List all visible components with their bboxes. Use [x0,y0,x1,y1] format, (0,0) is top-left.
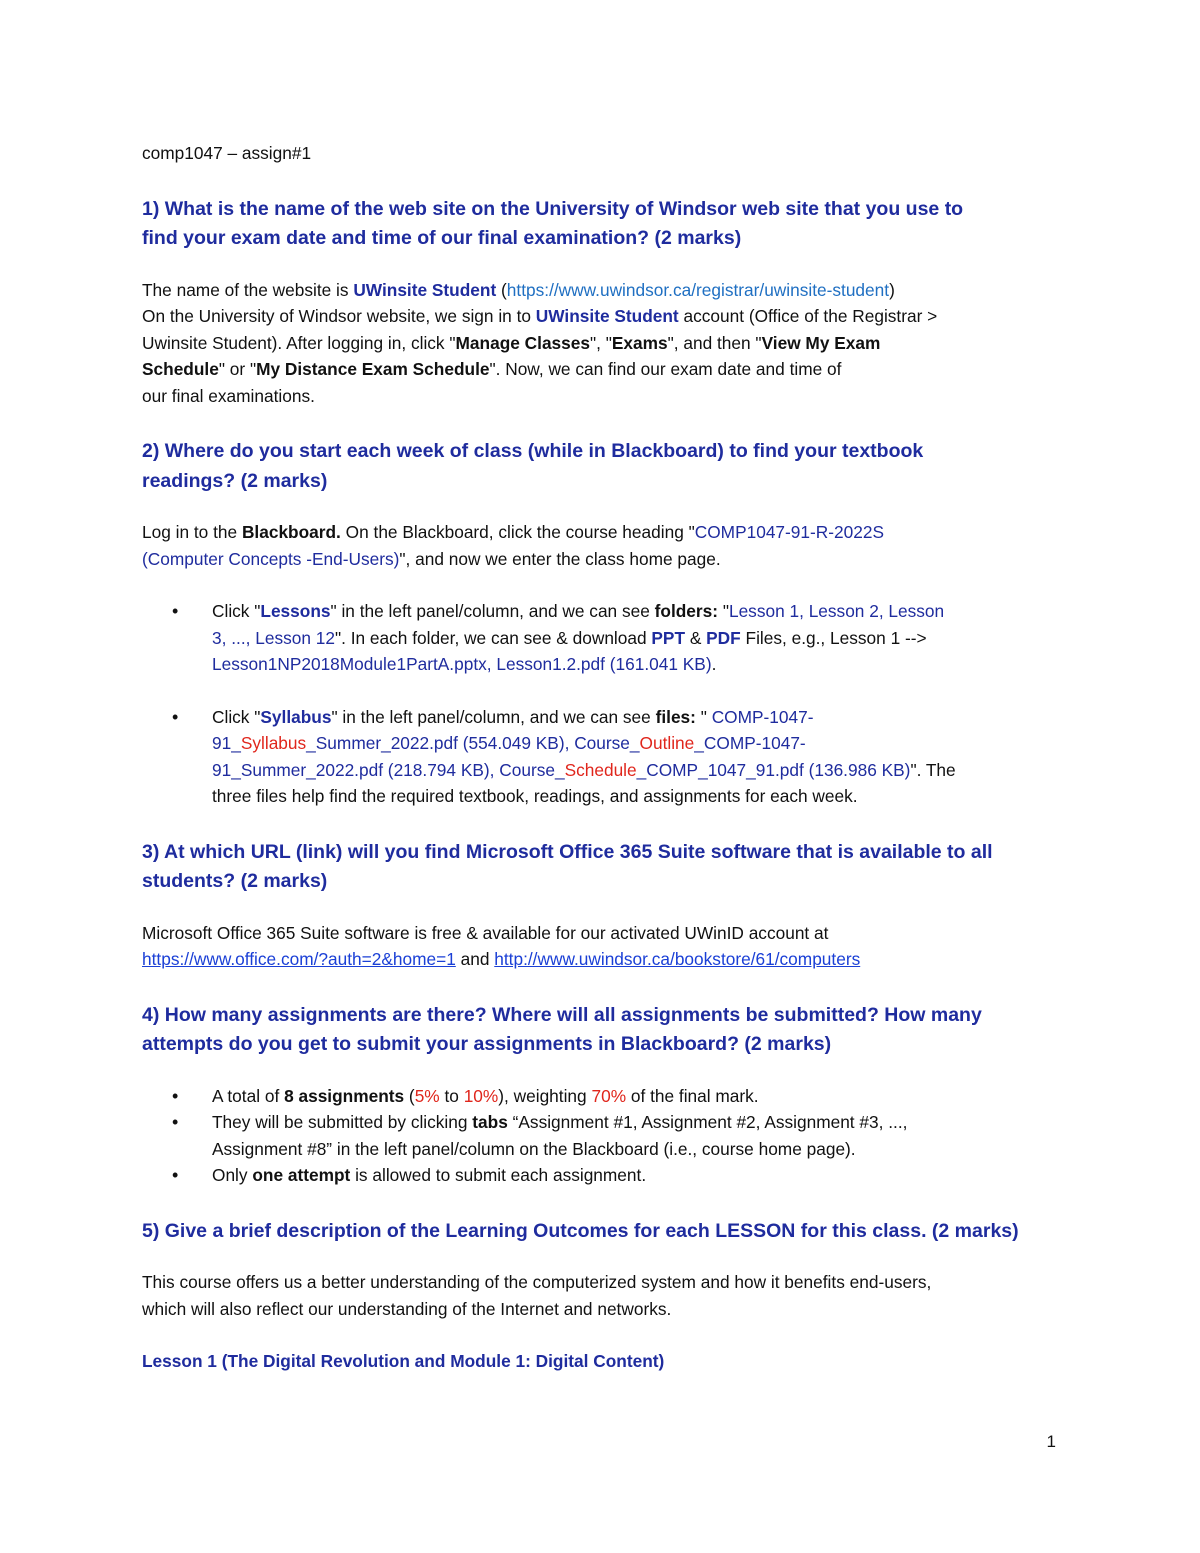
list-item: • Click "Syllabus" in the left panel/column, and we can see files: " COMP-1047- 91_Syllabus_Summer_2022.pdf (554.049 KB), Course_Outline_COMP-1047- 91_Summer_2022.pdf (218.794 KB), Course_Schedule_COMP_1047_91.pdf (136.986 KB)". The three files help find the required textbook, readings, and assignments for each week. [142,704,1062,810]
office-link[interactable]: https://www.office.com/?auth=2&home=1 [142,949,456,969]
q1-heading: 1) What is the name of the web site on the University of Windsor web site that you use to find your exam date and time of our final examination? (2 marks) [142,197,964,249]
doc-title: comp1047 – assign#1 [142,143,312,163]
q2-heading: 2) Where do you start each week of class (while in Blackboard) to find your textbook readings? (2 marks) [142,440,924,492]
page-number: 1 [1046,1432,1056,1451]
q1-answer: The name of the website is UWinsite Student (https://www.uwindsor.ca/registrar/uwinsite-student) On the University of Windsor website, we sign in to UWinsite Student account (Office of the Registrar > Uwinsite Student). After logging in, click "Manage Classes", "Exams", and then "View My Exam Schedule" or "My Distance Exam Schedule". Now, we can find our exam date and time of our final examinations. [142,279,938,406]
list-item: • They will be submitted by clicking tabs “Assignment #1, Assignment #2, Assignment #3, ..., Assignment #8” in the left panel/column on the Blackboard (i.e., course home page). [142,1109,1062,1162]
bookstore-link[interactable]: http://www.uwindsor.ca/bookstore/61/computers [494,949,861,969]
q2-answer: Log in to the Blackboard. On the Blackboard, click the course heading "COMP1047-91-R-2022S (Computer Concepts -End-Users)", and now we enter the class home page. [142,522,884,569]
q5-heading: 5) Give a brief description of the Learning Outcomes for each LESSON for this class. (2 marks) [142,1219,1019,1242]
lesson1-heading: Lesson 1 (The Digital Revolution and Module 1: Digital Content) [142,1351,665,1371]
list-item: • Click "Lessons" in the left panel/column, and we can see folders: "Lesson 1, Lesson 2, Lesson 3, ..., Lesson 12". In each folder, we can see & download PPT & PDF Files, e.g., Lesson 1 --> Lesson1NP2018Module1PartA.pptx, Lesson1.2.pdf (161.041 KB). [142,598,1062,678]
list-item: • Only one attempt is allowed to submit each assignment. [142,1162,1062,1189]
list-item: • A total of 8 assignments (5% to 10%), weighting 70% of the final mark. [142,1083,1062,1110]
document-page [142,140,1062,1375]
q5-answer: This course offers us a better understanding of the computerized system and how it benefits end-users, which will also reflect our understanding of the Internet and networks. [142,1272,932,1319]
q3-answer: Microsoft Office 365 Suite software is free & available for our activated UWinID account at https://www.office.com/?auth=2&home=1 and http://www.uwindsor.ca/bookstore/61/computers [142,922,861,969]
q3-heading: 3) At which URL (link) will you find Microsoft Office 365 Suite software that is available to all students? (2 marks) [142,840,993,892]
q2-bullet-list [142,598,1062,810]
registrar-link[interactable]: https://www.uwindsor.ca/registrar/uwinsite-student [506,279,890,300]
q4-heading: 4) How many assignments are there? Where will all assignments be submitted? How many attempts do you get to submit your assignments in Blackboard? (2 marks) [142,1003,982,1055]
q4-bullet-list [142,1083,1062,1189]
